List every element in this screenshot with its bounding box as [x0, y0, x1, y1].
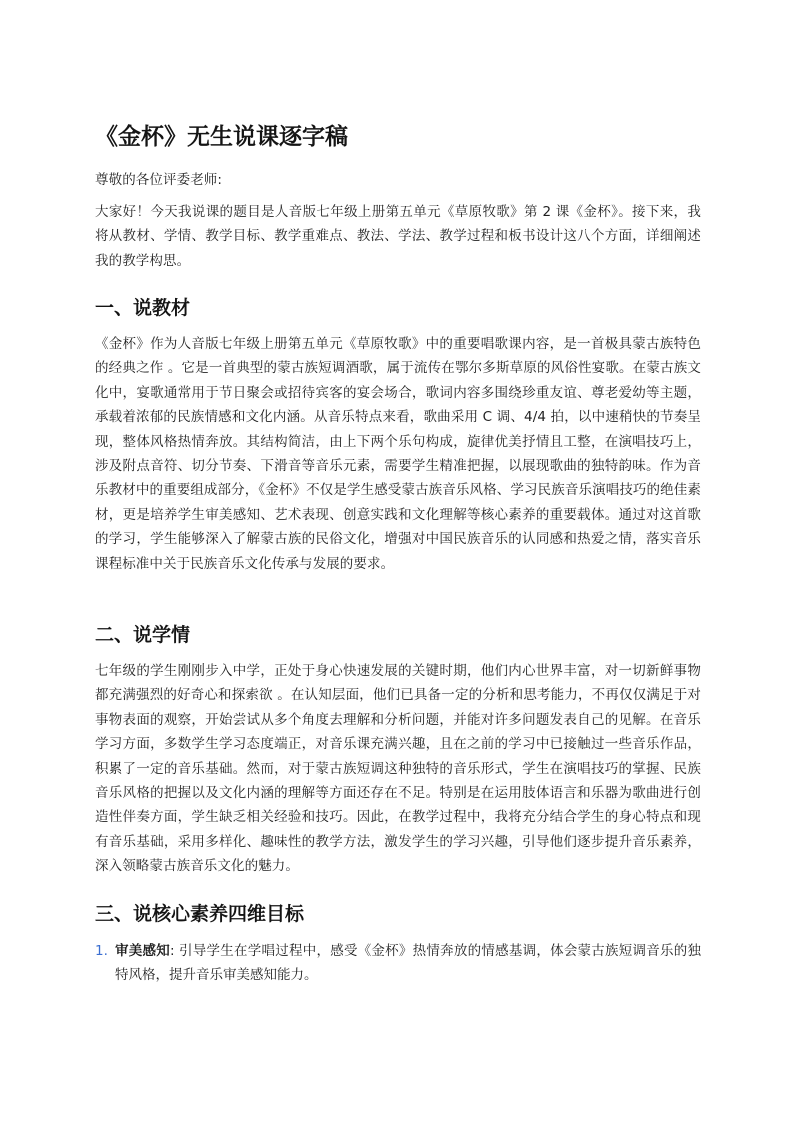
section-heading-textbook: 一、说教材 — [95, 297, 191, 319]
intro-paragraph: 大家好！今天我说课的题目是人音版七年级上册第五单元《草原牧歌》第 2 课《金杯》。接下来，我将从教材、学情、教学目标、教学重难点、教法、学法、教学过程和板书设计这八个方面，详细阐述我的教学构思。 — [95, 204, 701, 269]
list-item-text: : 引导学生在学唱过程中，感受《金杯》热情奔放的情感基调，体会蒙古族短调音乐的独特风格，提升音乐审美感知能力。 — [115, 943, 701, 984]
section-heading-objectives: 三、说核心素养四维目标 — [95, 903, 305, 925]
document-title: 《金杯》无生说课逐字稿 — [95, 124, 348, 150]
list-item-number: 1. — [95, 943, 108, 959]
section-body-textbook: 《金杯》作为人音版七年级上册第五单元《草原牧歌》中的重要唱歌课内容，是一首极具蒙古族特色的经典之作 。它是一首典型的蒙古族短调酒歌，属于流传在鄂尔多斯草原的风俗性宴歌。在蒙古族文化中，宴歌通常用于节日聚会或招待宾客的宴会场合，歌词内容多围绕珍重友谊、尊老爱幼等主题，承载着浓郁的民族情感和文化内涵。从音乐特点来看，歌曲采用 C 调、4/4 拍，以中速稍快的节奏呈现，整体风格热情奔放。其结构简洁，由上下两个乐句构成，旋律优美抒情且工整，在演唱技巧上，涉及附点音符、切分节奏、下滑音等音乐元素，需要学生精准把握，以展现歌曲的独特韵味。作为音乐教材中的重要组成部分，《金杯》不仅是学生感受蒙古族音乐风格、学习民族音乐演唱技巧的绝佳素材，更是培养学生审美感知、艺术表现、创意实践和文化理解等核心素养的重要载体。通过对这首歌的学习，学生能够深入了解蒙古族的民俗文化，增强对中国民族音乐的认同感和热爱之情，落实音乐课程标准中关于民族音乐文化传承与发展的要求。 — [95, 336, 701, 572]
section-heading-students: 二、说学情 — [95, 624, 191, 646]
section-body-students: 七年级的学生刚刚步入中学，正处于身心快速发展的关键时期，他们内心世界丰富，对一切新鲜事物都充满强烈的好奇心和探索欲 。在认知层面，他们已具备一定的分析和思考能力，不再仅仅满足于对事物表面的观察，开始尝试从多个角度去理解和分析问题，并能对许多问题发表自己的见解。在音乐学习方面，多数学生学习态度端正，对音乐课充满兴趣，且在之前的学习中已接触过一些音乐作品，积累了一定的音乐基础。然而，对于蒙古族短调这种独特的音乐形式，学生在演唱技巧的掌握、民族音乐风格的把握以及文化内涵的理解等方面还存在不足。特别是在运用肢体语言和乐器为歌曲进行创造性伴奏方面，学生缺乏相关经验和技巧。因此，在教学过程中，我将充分结合学生的身心特点和现有音乐基础，采用多样化、趣味性的教学方法，激发学生的学习兴趣，引导他们逐步提升音乐素养，深入领略蒙古族音乐文化的魅力。 — [95, 663, 701, 875]
list-item — [95, 939, 701, 988]
objectives-list — [95, 939, 701, 988]
list-item-label: 审美感知 — [115, 943, 170, 959]
salutation: 尊敬的各位评委老师: — [95, 172, 223, 188]
